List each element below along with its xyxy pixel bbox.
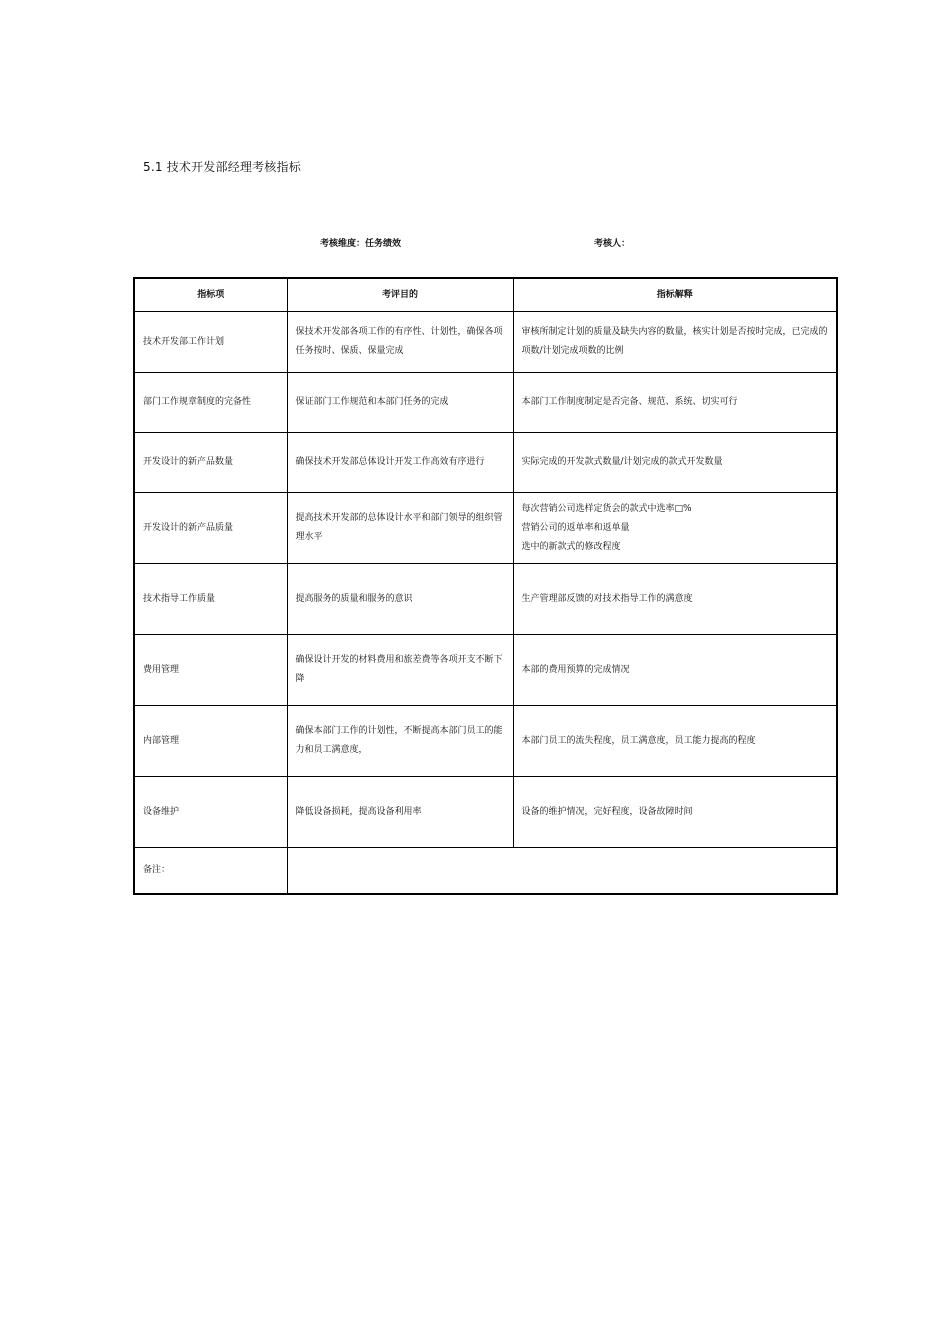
explanation-line: 设备的维护情况，完好程度，设备故障时间 [521,806,693,817]
indicator-item: 设备维护 [134,777,287,848]
table-row [134,433,837,493]
page-title: 5.1 技术开发部经理考核指标 [143,160,301,174]
explanation-line: 营销公司的返单率和返单量 [521,522,630,533]
table-row [134,312,837,373]
table-row [134,635,837,706]
assessor-label: 考核人： [594,239,631,249]
evaluation-purpose: 提高服务的质量和服务的意识 [287,564,513,635]
evaluation-purpose: 提高技术开发部的总体设计水平和部门领导的组织管理水平 [287,493,513,564]
table-row [134,373,837,433]
evaluation-purpose: 保证部门工作规范和本部门任务的完成 [287,373,513,433]
explanation-line: 实际完成的开发款式数量/计划完成的款式开发数量 [521,457,723,467]
evaluation-purpose: 保技术开发部各项工作的有序性、计划性，确保各项任务按时、保质、保量完成 [287,312,513,373]
remarks-row [134,848,837,894]
indicator-explanation [513,493,837,564]
evaluation-purpose: 降低设备损耗，提高设备利用率 [287,777,513,848]
explanation-line: 本部的费用预算的完成情况 [521,664,630,675]
indicator-item: 技术指导工作质量 [134,564,287,635]
table-header-row [134,278,837,312]
indicator-explanation [513,564,837,635]
evaluation-purpose: 确保设计开发的材料费用和旅差费等各项开支不断下降 [287,635,513,706]
indicator-item: 开发设计的新产品质量 [134,493,287,564]
evaluation-purpose: 确保本部门工作的计划性，不断提高本部门员工的能力和员工满意度， [287,706,513,777]
indicator-item: 技术开发部工作计划 [134,312,287,373]
explanation-line: 审核所制定计划的质量及缺失内容的数量，核实计划是否按时完成，已完成的项数/计划完成项数的比例 [521,327,828,356]
indicator-explanation [513,635,837,706]
remarks-value [287,848,837,894]
indicator-explanation [513,706,837,777]
table-row [134,706,837,777]
explanation-line: 选中的新款式的修改程度 [521,541,621,552]
indicator-explanation [513,312,837,373]
indicator-explanation [513,373,837,433]
indicator-item: 费用管理 [134,635,287,706]
remarks-label: 备注： [134,848,287,894]
table-row [134,493,837,564]
kpi-table [133,277,838,895]
header-indicator-explanation: 指标解释 [513,278,837,312]
indicator-explanation [513,433,837,493]
explanation-line: 每次营销公司选样定货会的款式中选率□% [521,503,692,514]
table-row [134,564,837,635]
indicator-item: 部门工作规章制度的完备性 [134,373,287,433]
indicator-item: 开发设计的新产品数量 [134,433,287,493]
indicator-item: 内部管理 [134,706,287,777]
indicator-explanation [513,777,837,848]
assessment-dimension: 考核维度：任务绩效 [320,239,402,249]
header-evaluation-purpose: 考评目的 [287,278,513,312]
explanation-line: 本部门工作制度制定是否完备、规范、系统、切实可行 [521,397,738,407]
header-indicator-item: 指标项 [134,278,287,312]
explanation-line: 本部门员工的流失程度，员工满意度，员工能力提高的程度 [521,735,756,746]
explanation-line: 生产管理部反馈的对技术指导工作的满意度 [521,593,693,604]
table-row [134,777,837,848]
evaluation-purpose: 确保技术开发部总体设计开发工作高效有序进行 [287,433,513,493]
